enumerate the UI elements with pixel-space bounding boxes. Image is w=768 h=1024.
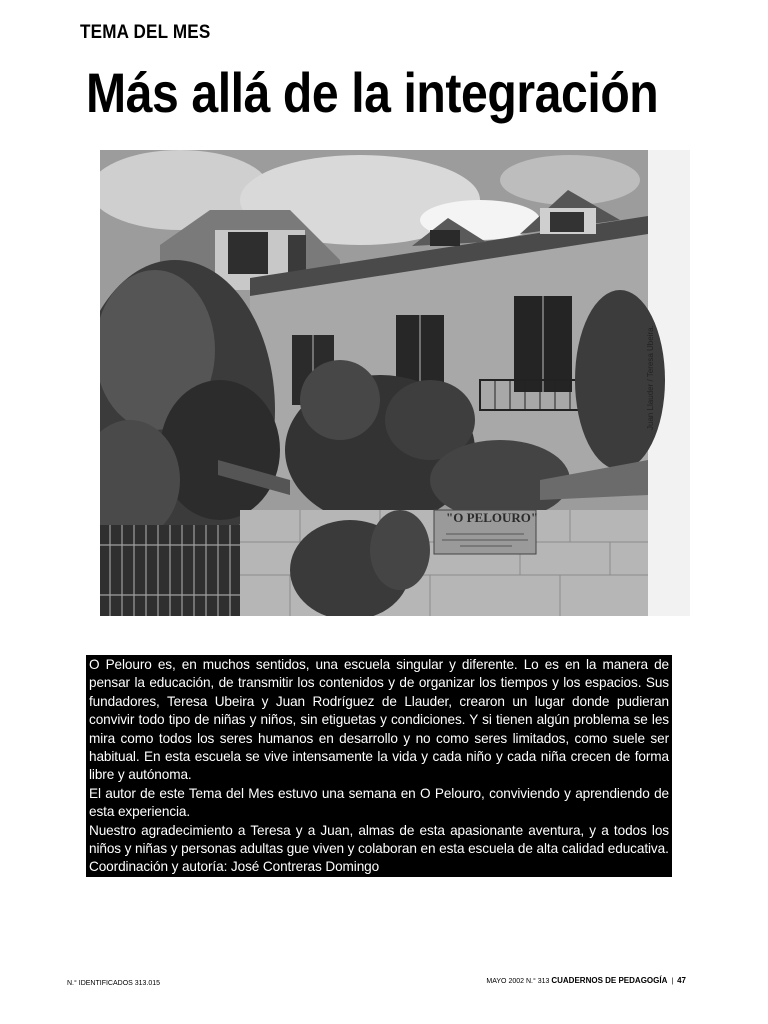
school-photo — [100, 150, 690, 616]
footer-info — [486, 976, 686, 985]
photo-credit: Juan Llauder / Teresa Ubeira. — [646, 325, 655, 430]
page-number: 47 — [677, 976, 686, 985]
footer-code: N.° IDENTIFICADOS 313.015 — [67, 980, 161, 987]
intro-paragraph: Nuestro agradecimiento a Teresa y a Juan, almas de esta apasionante aventura, y a todos los niños y niñas y personas adultas gue viven y colaboran en esta escuela de alta calidad educativa. — [89, 822, 669, 857]
footer-magazine: CUADERNOS DE PEDAGOGÍA — [551, 976, 668, 985]
intro-credit: Coordinación y autoría: José Contreras Domingo — [89, 859, 380, 875]
intro-box — [86, 655, 672, 877]
footer-separator: | — [671, 978, 674, 985]
school-sign-text: "O PELOURO" — [446, 510, 539, 525]
page-title: Más allá de la integración — [86, 61, 659, 124]
intro-paragraph: O Pelouro es, en muchos sentidos, una escuela singular y diferente. Lo es en la manera de pensar la educación, de transmitir los contenidos y de organizar los tiempos y los espacios. Sus fundadores, Teresa Ubeira y Juan Rodríguez de Llauder, crearon un lugar donde pudieran convivir todo tipo de niñas y niños, sin etiguetas y condiciones. Y si tienen algún problema se les mira como todos los seres humanos en desarrollo y no como seres limitados, como suele ser habitual. En esta escuela se vive intensamente la vida y cada niño y cada niña crecen de forma libre y autónoma. — [89, 657, 669, 783]
intro-paragraph: El autor de este Tema del Mes estuvo una semana en O Pelouro, conviviendo y aprendiendo de esta experiencia. — [89, 785, 669, 820]
footer-issue: MAYO 2002 N.° 313 — [486, 978, 550, 985]
section-label: TEMA DEL MES — [80, 22, 211, 43]
